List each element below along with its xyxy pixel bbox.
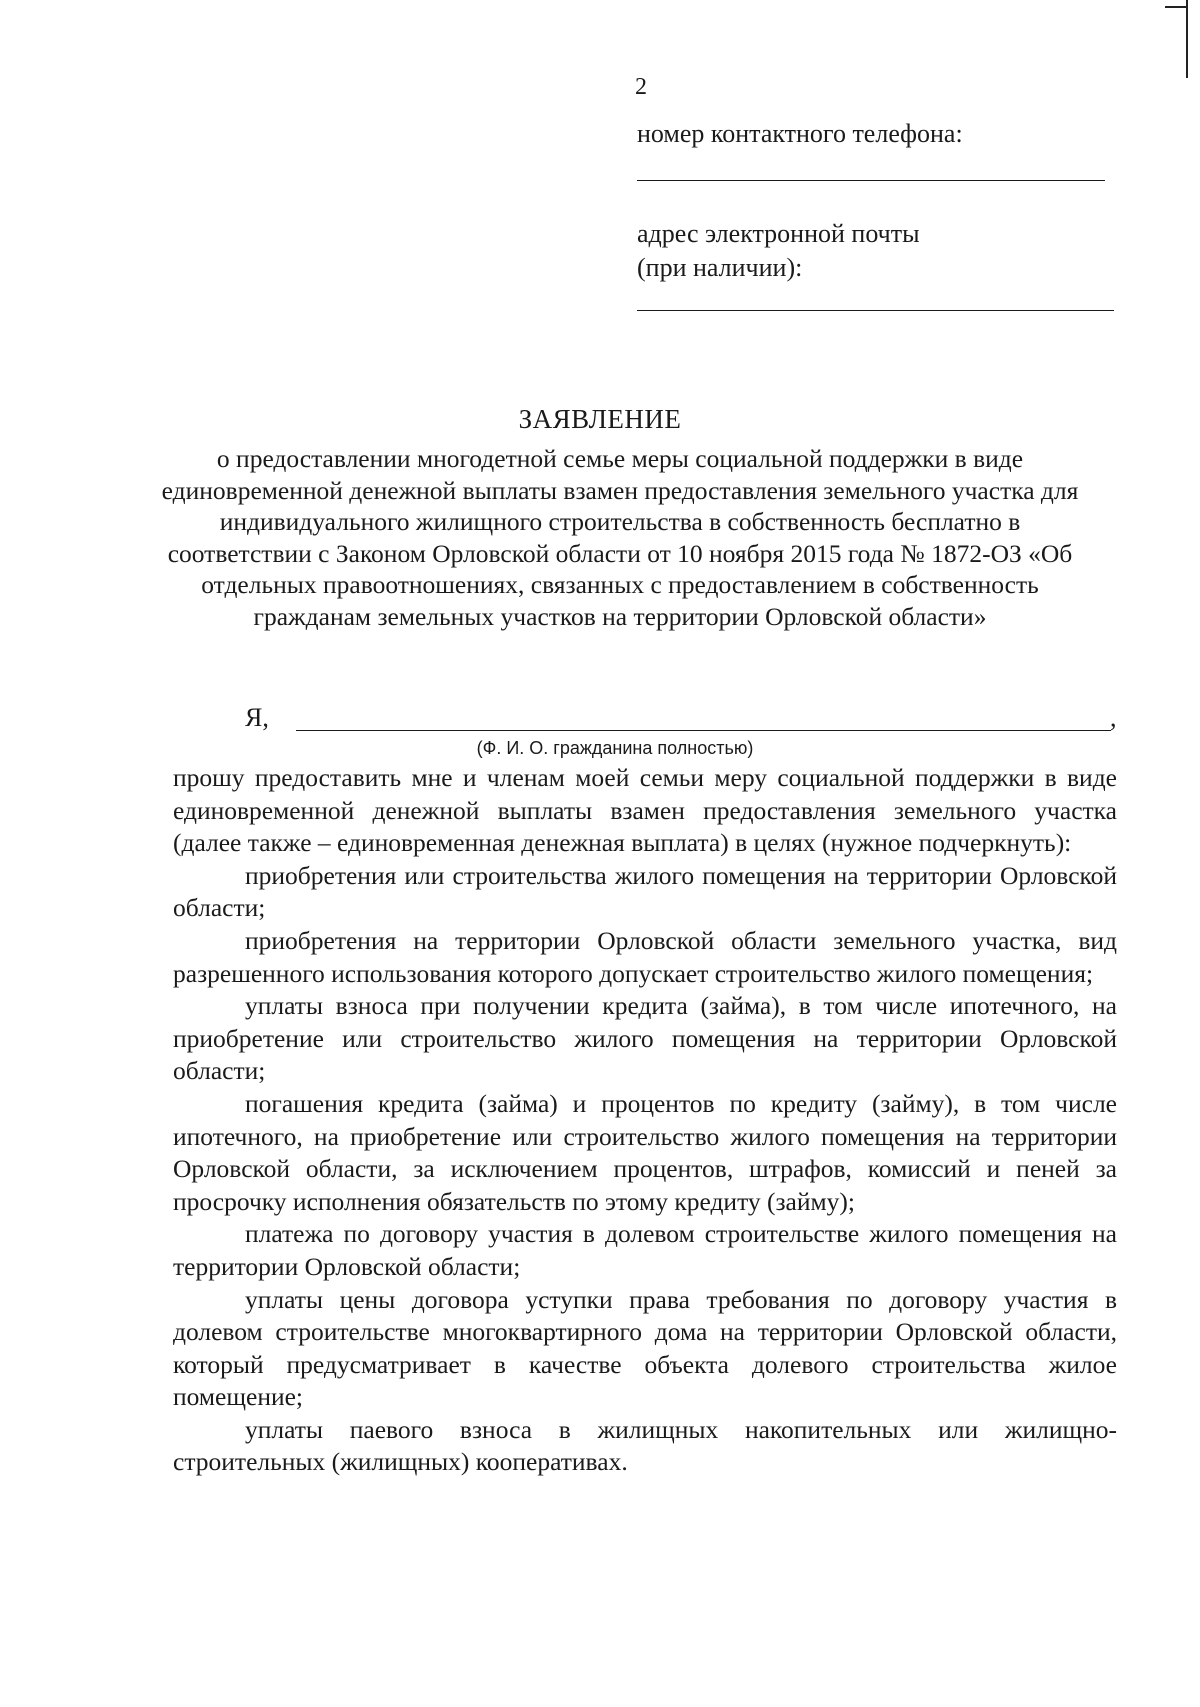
purpose-item: погашения кредита (займа) и процентов по кредиту (займу), в том числе ипотечного, на приобретение или строительство жилого помещения на территории Орловской области, за исключением процентов, штрафов, комиссий и пеней за просрочку исполнения обязательств по этому кредиту (займу); (173, 1088, 1117, 1216)
application-body (173, 762, 1117, 1479)
purpose-item: уплаты паевого взноса в жилищных накопительных или жилищно-строительных (жилищных) кооперативах. (173, 1414, 1117, 1477)
purpose-item: приобретения на территории Орловской области земельного участка, вид разрешенного использования которого допускает строительство жилого помещения; (173, 925, 1117, 988)
email-label-line2: (при наличии): (637, 253, 803, 282)
document-subtitle: о предоставлении многодетной семье меры социальной поддержки в виде единовременной денежной выплаты взамен предоставления земельного участка для индивидуального жилищного строительства в собственность бесплатно в соответствии с Законом Орловской области от 10 ноября 2015 года № 1872-ОЗ «Об отдельных правоотношениях, связанных с предоставлением в собственность гражданам земельных участков на территории Орловской области» (161, 444, 1079, 631)
phone-field-line[interactable] (637, 180, 1105, 181)
applicant-name-field-line[interactable] (296, 730, 1111, 731)
applicant-suffix: , (1110, 703, 1117, 732)
scan-edge-mark (1165, 6, 1188, 8)
phone-label: номер контактного телефона: (637, 119, 963, 148)
scan-edge-mark (1186, 0, 1188, 78)
purpose-item: приобретения или строительства жилого помещения на территории Орловской области; (173, 860, 1117, 923)
applicant-name-caption: (Ф. И. О. гражданина полностью) (476, 738, 754, 758)
email-label-line1: адрес электронной почты (637, 219, 920, 248)
email-field-line[interactable] (637, 310, 1114, 311)
applicant-prefix: Я, (245, 703, 269, 732)
page-number: 2 (635, 74, 647, 100)
purpose-item: уплаты цены договора уступки права требования по договору участия в долевом строительстве многоквартирного дома на территории Орловской области, который предусматривает в качестве объекта долевого строительства жилое помещение; (173, 1284, 1117, 1412)
intro-paragraph: прошу предоставить мне и членам моей семьи меру социальной поддержки в виде единовременной денежной выплаты взамен предоставления земельного участка (далее также – единовременная денежная выплата) в целях (нужное подчеркнуть): (173, 763, 1117, 858)
purpose-item: уплаты взноса при получении кредита (займа), в том числе ипотечного, на приобретение или строительство жилого помещения на территории Орловской области; (173, 991, 1117, 1086)
purpose-item: платежа по договору участия в долевом строительстве жилого помещения на территории Орловской области; (173, 1219, 1117, 1281)
document-title: ЗАЯВЛЕНИЕ (518, 404, 682, 434)
